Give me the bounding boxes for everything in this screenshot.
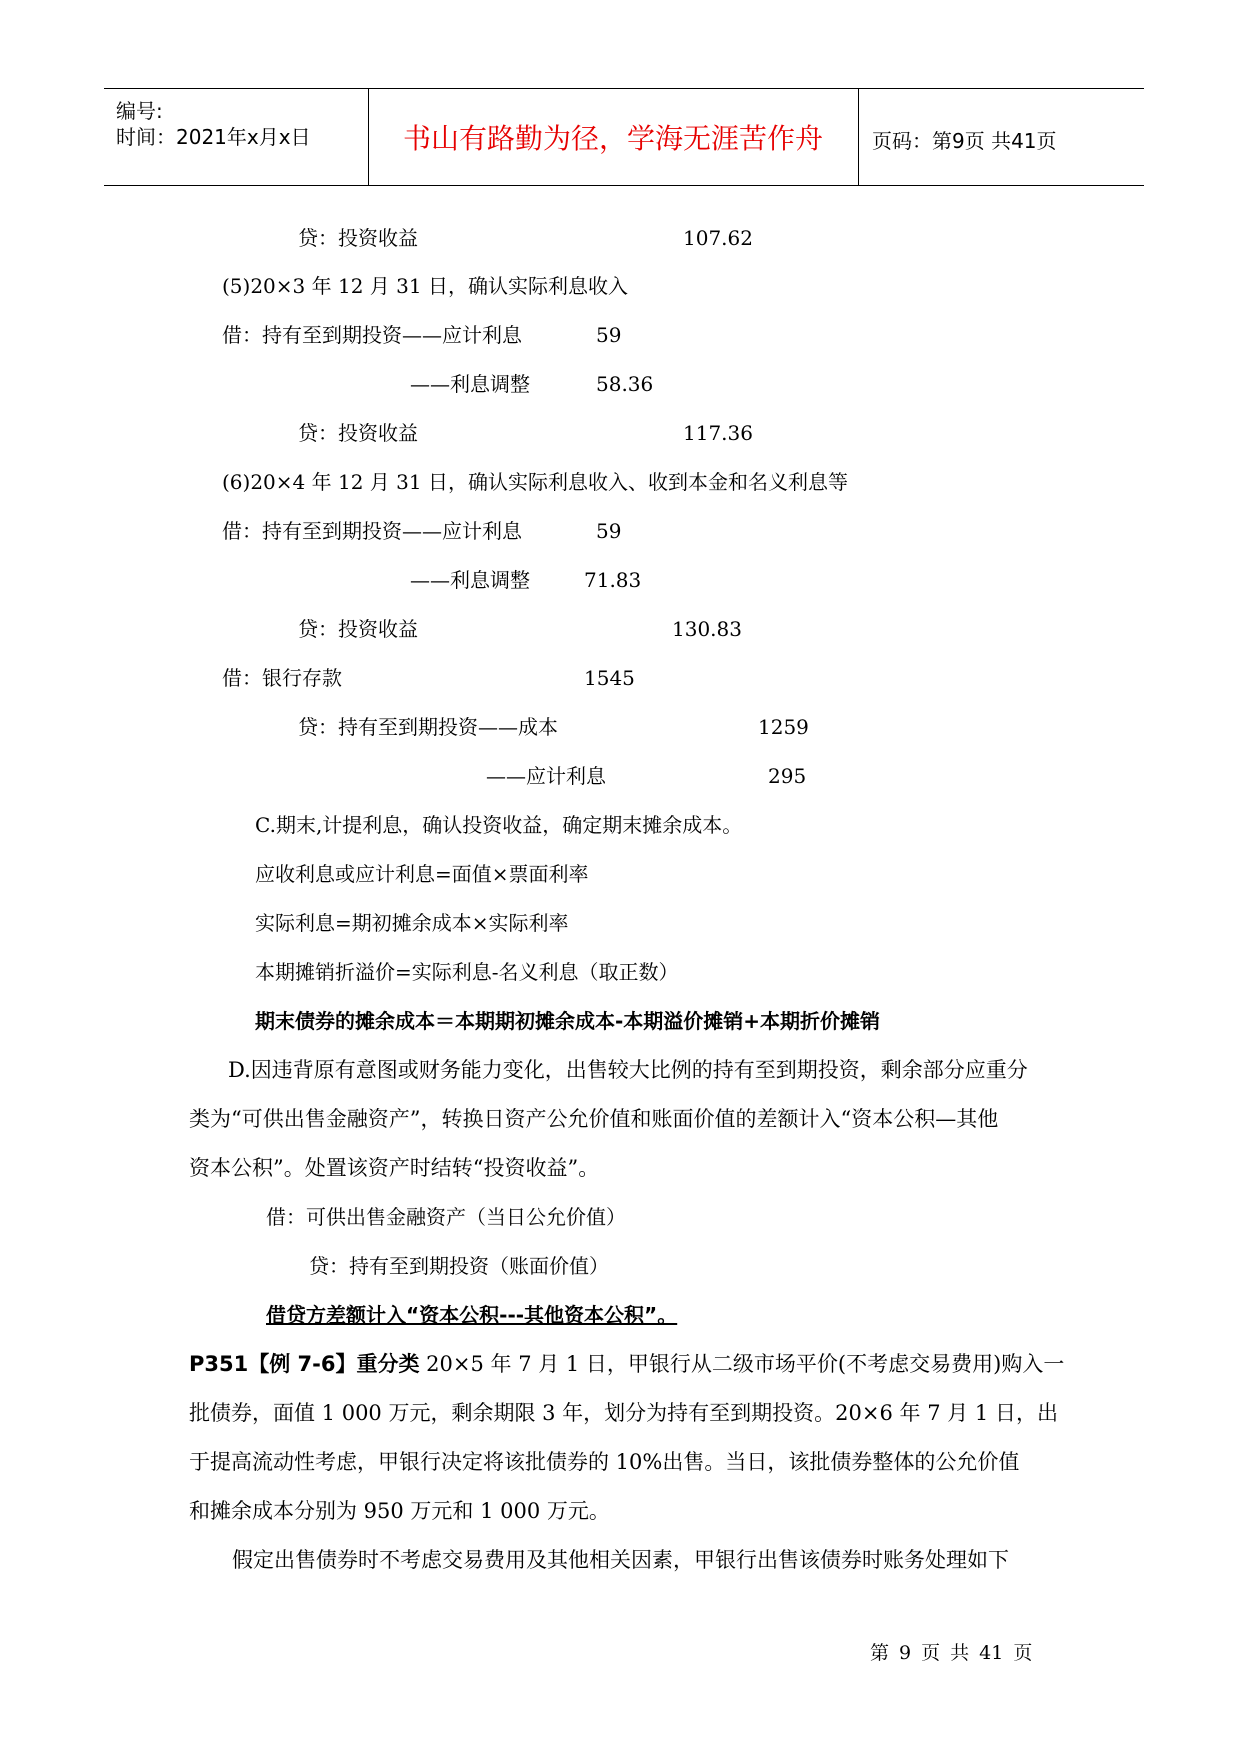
page-header	[104, 88, 1144, 186]
paragraph-line: 类为“可供出售金融资产”，转换日资产公允价值和账面价值的差额计入“资本公积—其他	[189, 1107, 999, 1131]
journal-line-label: 贷：投资收益	[298, 421, 418, 445]
footer-text: 页	[1013, 1642, 1033, 1664]
journal-line-label: 借：银行存款	[222, 666, 342, 690]
bold-formula: 期末债券的摊余成本＝本期期初摊余成本-本期溢价摊销+本期折价摊销	[255, 1009, 881, 1033]
journal-line-amount: 59	[596, 519, 622, 543]
example-heading-line	[189, 1352, 1064, 1376]
section-heading: C.期末,计提利息，确认投资收益，确定期末摊余成本。	[255, 813, 743, 837]
footer-text: 第	[870, 1642, 890, 1664]
footer-text: 共	[950, 1642, 970, 1664]
journal-line-amount: 71.83	[584, 568, 642, 592]
footer-page-number: 9	[899, 1642, 912, 1664]
example-text: 20×5 年 7 月 1 日，甲银行从二级市场平价(不考虑交易费用)购入一	[419, 1352, 1065, 1376]
journal-line-label: ——利息调整	[410, 568, 530, 592]
journal-line-amount: 117.36	[683, 421, 753, 445]
journal-line-amount: 58.36	[596, 372, 654, 396]
page-footer	[870, 1638, 1042, 1665]
journal-line-amount: 295	[768, 764, 807, 788]
step-heading: (6)20×4 年 12 月 31 日，确认实际利息收入、收到本金和名义利息等	[222, 470, 848, 494]
journal-line-amount: 107.62	[683, 226, 753, 250]
header-motto: 书山有路勤为径，学海无涯苦作舟	[402, 122, 823, 155]
paragraph-line: 和摊余成本分别为 950 万元和 1 000 万元。	[189, 1499, 610, 1523]
journal-line-label: 贷：投资收益	[298, 226, 418, 250]
document-number-label: 编号:	[116, 99, 163, 123]
paragraph-line: 批债券，面值 1 000 万元，剩余期限 3 年，划分为持有至到期投资。20×6 年 7 月 1 日，出	[189, 1401, 1058, 1425]
bold-underlined-note: 借贷方差额计入“资本公积---其他资本公积”。	[266, 1303, 678, 1327]
journal-line-label: 贷：持有至到期投资——成本	[298, 715, 558, 739]
journal-line-label: 贷：持有至到期投资（账面价值）	[309, 1254, 609, 1278]
paragraph-line: 假定出售债券时不考虑交易费用及其他相关因素，甲银行出售该债券时账务处理如下	[232, 1548, 1009, 1572]
footer-total-pages: 41	[979, 1642, 1004, 1664]
step-heading: (5)20×3 年 12 月 31 日，确认实际利息收入	[222, 274, 628, 298]
formula-line: 应收利息或应计利息=面值×票面利率	[255, 862, 589, 886]
formula-line: 实际利息=期初摊余成本×实际利率	[255, 911, 569, 935]
journal-line-label: 借：持有至到期投资——应计利息	[222, 519, 522, 543]
header-divider	[858, 89, 859, 185]
document-time-label: 时间：2021年x月x日	[116, 125, 311, 149]
journal-line-label: 借：持有至到期投资——应计利息	[222, 323, 522, 347]
journal-line-label: 贷：投资收益	[298, 617, 418, 641]
paragraph-line: 于提高流动性考虑，甲银行决定将该批债券的 10%出售。当日，该批债券整体的公允价值	[189, 1450, 1020, 1474]
journal-line-amount: 59	[596, 323, 622, 347]
example-title: P351【例 7-6】重分类	[189, 1352, 420, 1376]
page-indicator: 页码：第9页 共41页	[872, 129, 1057, 153]
paragraph-line: D.因违背原有意图或财务能力变化，出售较大比例的持有至到期投资，剩余部分应重分	[228, 1058, 1028, 1082]
journal-line-amount: 130.83	[672, 617, 742, 641]
formula-line: 本期摊销折溢价=实际利息-名义利息（取正数）	[255, 960, 679, 984]
journal-line-label: ——利息调整	[410, 372, 530, 396]
journal-line-amount: 1545	[584, 666, 635, 690]
journal-line-label: 借：可供出售金融资产（当日公允价值）	[266, 1205, 626, 1229]
paragraph-line: 资本公积”。处置该资产时结转“投资收益”。	[189, 1156, 600, 1180]
footer-text: 页	[921, 1642, 941, 1664]
journal-line-amount: 1259	[758, 715, 809, 739]
journal-line-label: ——应计利息	[486, 764, 606, 788]
